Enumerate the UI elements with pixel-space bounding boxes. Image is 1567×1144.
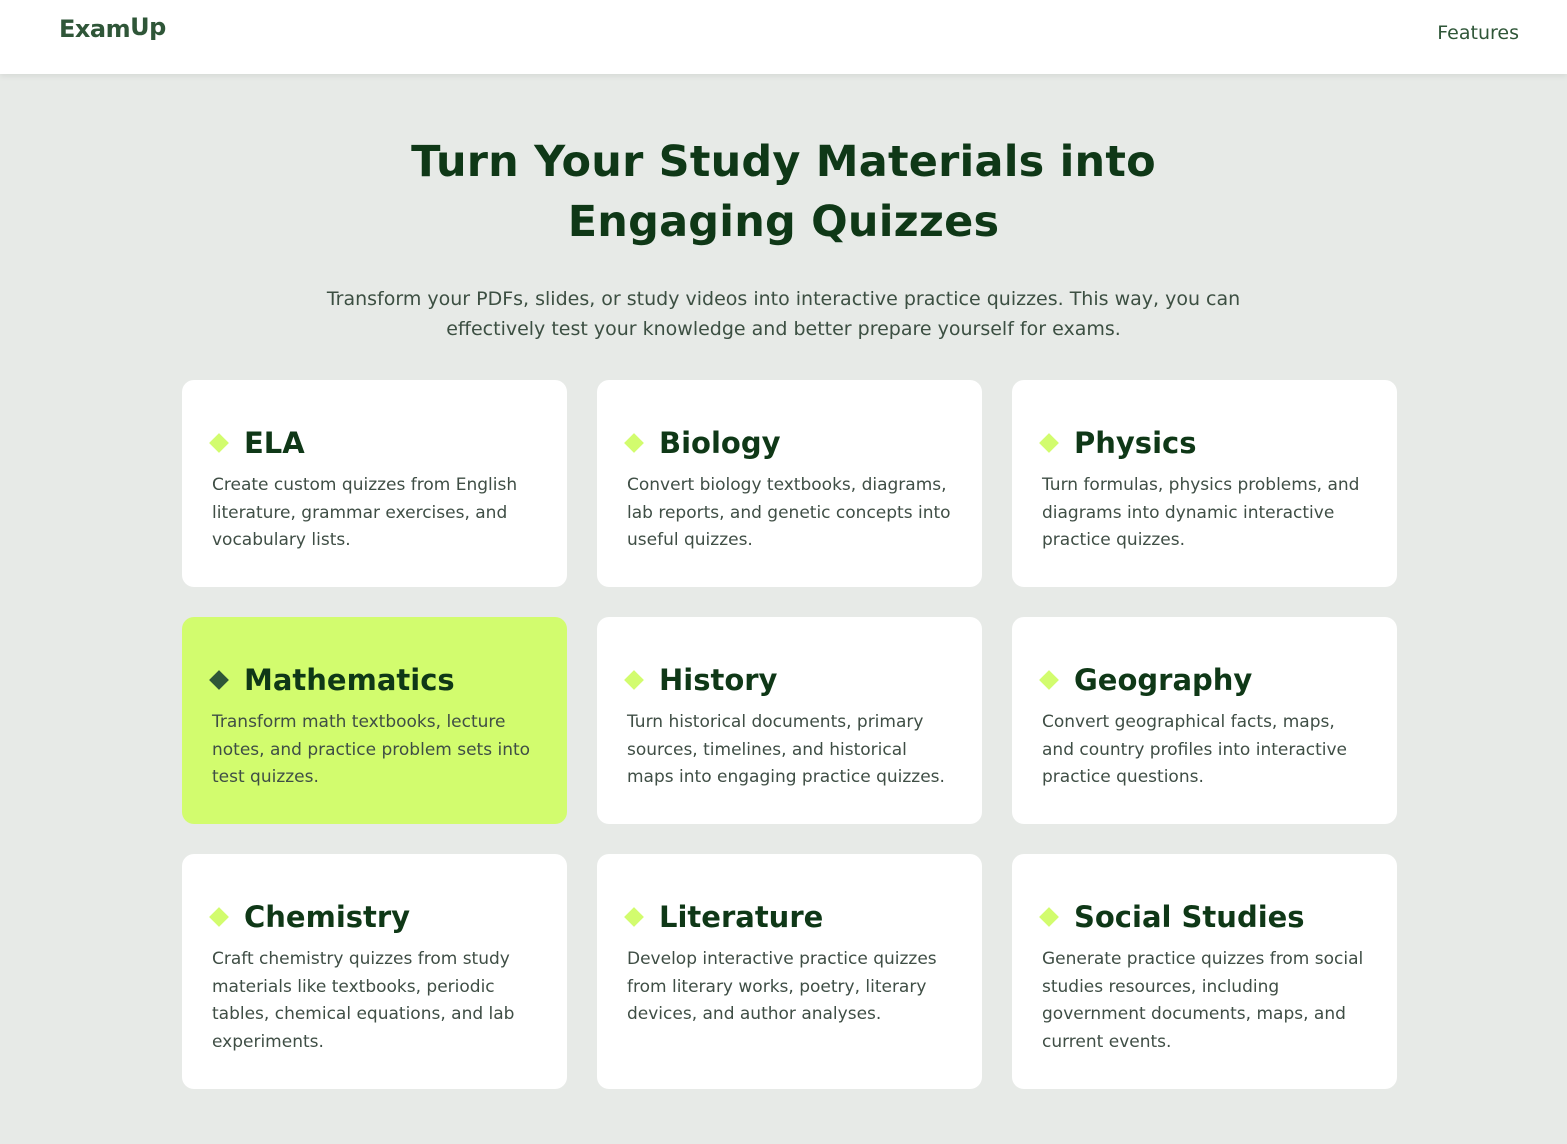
card-header	[627, 661, 952, 699]
card-header	[1042, 424, 1367, 462]
card-description: Convert geographical facts, maps, and country profiles into interactive practice questions.	[1042, 712, 1348, 787]
subject-card-history[interactable]	[597, 617, 982, 824]
card-description: Create custom quizzes from English literature, grammar exercises, and vocabulary lists.	[212, 475, 518, 550]
diamond-icon	[1039, 670, 1059, 690]
diamond-icon	[1039, 433, 1059, 453]
hero-title-line1: Turn Your Study Materials into	[411, 137, 1156, 187]
card-description: Craft chemistry quizzes from study materials like textbooks, periodic tables, chemical equations, and lab experiments.	[212, 949, 515, 1052]
subject-card-physics[interactable]	[1012, 380, 1397, 587]
subject-card-mathematics[interactable]	[182, 617, 567, 824]
card-header	[1042, 661, 1367, 699]
diamond-icon	[624, 670, 644, 690]
top-navigation-bar	[0, 0, 1567, 74]
card-header	[627, 898, 952, 936]
subject-card-geography[interactable]	[1012, 617, 1397, 824]
diamond-icon	[209, 433, 229, 453]
card-title: Chemistry	[244, 900, 411, 934]
diamond-icon	[624, 907, 644, 927]
card-title: Literature	[659, 900, 824, 934]
hero-title-line2-highlighted: Engaging Quizzes	[566, 192, 1002, 252]
nav-link-features[interactable]: Features	[1437, 22, 1519, 44]
hero-section	[0, 132, 1567, 344]
subject-card-ela[interactable]	[182, 380, 567, 587]
diamond-icon	[209, 907, 229, 927]
card-header	[212, 661, 537, 699]
card-title: Mathematics	[244, 663, 455, 697]
subject-card-biology[interactable]	[597, 380, 982, 587]
card-description: Transform math textbooks, lecture notes, and practice problem sets into test quizzes.	[212, 712, 531, 787]
examup-logo[interactable]	[59, 15, 166, 43]
card-header	[627, 424, 952, 462]
card-title: Biology	[659, 426, 781, 460]
card-title: Geography	[1074, 663, 1253, 697]
subject-card-social-studies[interactable]	[1012, 854, 1397, 1089]
subject-card-chemistry[interactable]	[182, 854, 567, 1089]
hero-title	[0, 132, 1567, 252]
card-description: Turn historical documents, primary sources, timelines, and historical maps into engaging practice quizzes.	[627, 712, 945, 787]
logo-text-up: Up	[130, 13, 166, 41]
card-title: Social Studies	[1074, 900, 1305, 934]
diamond-icon	[209, 670, 229, 690]
subject-card-literature[interactable]	[597, 854, 982, 1089]
subject-cards-grid	[182, 380, 1397, 1089]
card-title: ELA	[244, 426, 305, 460]
card-title: Physics	[1074, 426, 1197, 460]
card-description: Convert biology textbooks, diagrams, lab reports, and genetic concepts into useful quizzes.	[627, 475, 951, 550]
card-header	[212, 424, 537, 462]
card-description: Turn formulas, physics problems, and diagrams into dynamic interactive practice quizzes.	[1042, 475, 1360, 550]
card-header	[212, 898, 537, 936]
card-title: History	[659, 663, 778, 697]
logo-text-exam: Exam	[59, 15, 131, 43]
card-description: Generate practice quizzes from social studies resources, including government documents, maps, and current events.	[1042, 949, 1364, 1052]
hero-subtitle: Transform your PDFs, slides, or study videos into interactive practice quizzes. This way, you can effectively test your knowledge and better prepare yourself for exams.	[326, 288, 1241, 340]
card-description: Develop interactive practice quizzes from literary works, poetry, literary devices, and author analyses.	[627, 949, 937, 1024]
diamond-icon	[1039, 907, 1059, 927]
card-header	[1042, 898, 1367, 936]
diamond-icon	[624, 433, 644, 453]
